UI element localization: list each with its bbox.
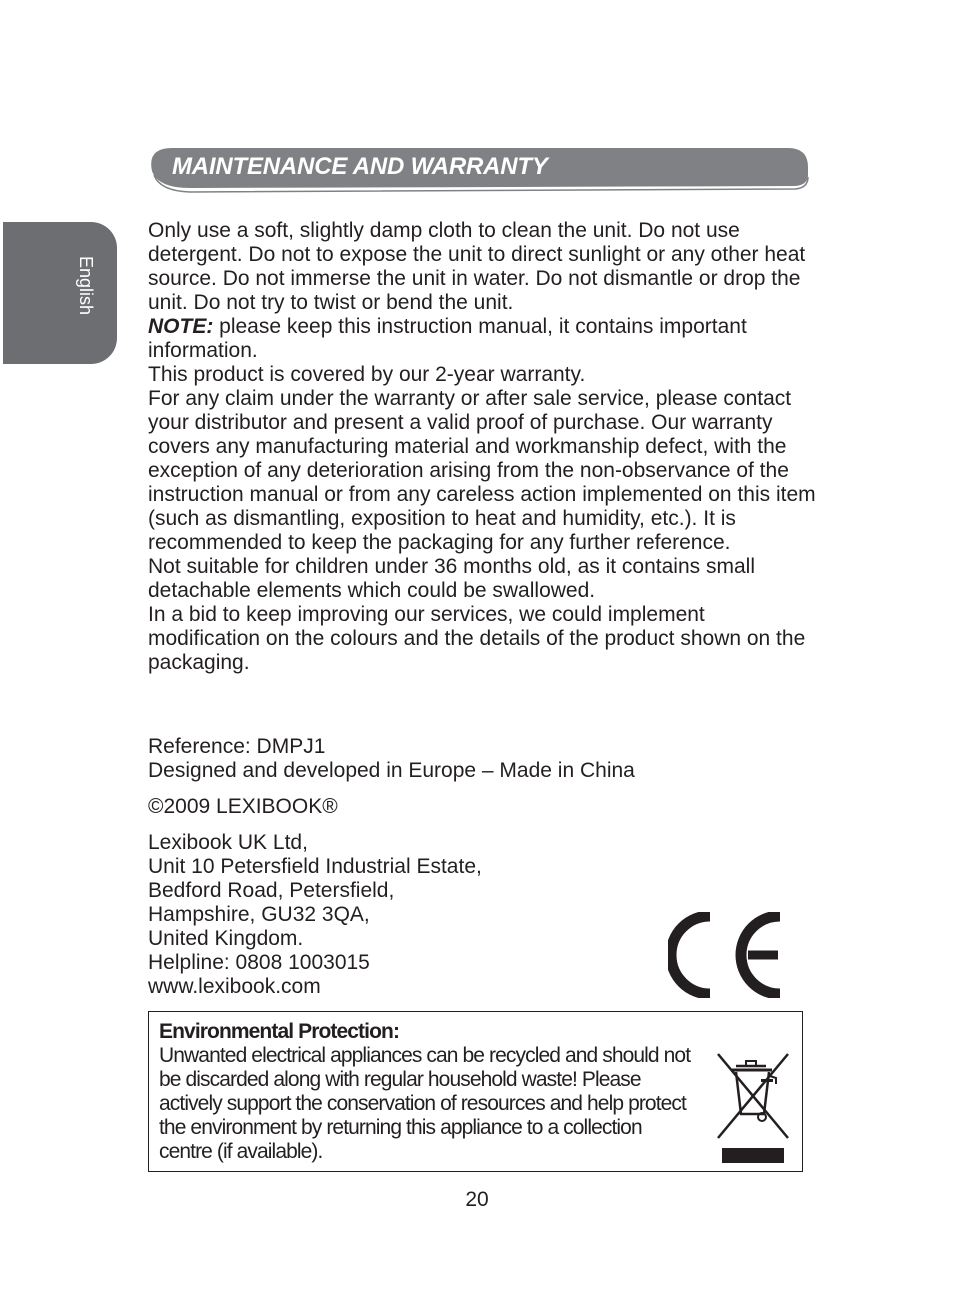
safety-paragraph: Not suitable for children under 36 months old, as it contains small detachable elements which could be swallowed. <box>148 555 755 602</box>
environmental-text <box>159 1020 699 1164</box>
environmental-body: Unwanted electrical appliances can be recycled and should not be discarded along with regular household waste! Please actively support the conservation of resources and help protect the environment by returning this appliance to a collection centre (if available). <box>159 1044 691 1163</box>
section-header <box>150 147 810 195</box>
environmental-title: Environmental Protection: <box>159 1020 400 1043</box>
note-text: please keep this instruction manual, it contains important information. <box>148 315 747 362</box>
address-line-2: Bedford Road, Petersfield, <box>148 879 395 902</box>
warranty-line: This product is covered by our 2-year warranty. <box>148 363 586 386</box>
page-number: 20 <box>465 1188 489 1211</box>
note-label: NOTE: <box>148 315 214 338</box>
reference-line: Reference: DMPJ1 <box>148 735 326 758</box>
address-line-1: Unit 10 Petersfield Industrial Estate, <box>148 855 482 878</box>
modification-paragraph: In a bid to keep improving our services, we could implement modification on the colours and the details of the product shown on the packaging. <box>148 603 806 674</box>
warranty-paragraph: For any claim under the warranty or after sale service, please contact your distributor and present a valid proof of purchase. Our warranty covers any manufacturing material and workmanship defect, with the exception of any deterioration arising from the non-observance of the instruction manual or from any careless action implemented on this item (such as dismantling, exposition to heat and humidity, etc.). It is recommended to keep the packaging for any further reference. <box>148 387 816 554</box>
address-line-4: United Kingdom. <box>148 927 304 950</box>
address-block <box>148 831 482 999</box>
origin-line: Designed and developed in Europe – Made in China <box>148 759 635 782</box>
maintenance-text <box>148 219 818 675</box>
reference-block <box>148 735 635 783</box>
crossed-out-wheelie-bin-icon <box>714 1052 794 1167</box>
environmental-protection-box <box>148 1011 803 1172</box>
address-line-3: Hampshire, GU32 3QA, <box>148 903 370 926</box>
website-link[interactable]: www.lexibook.com <box>148 975 321 998</box>
language-tab-label: English <box>76 256 96 316</box>
note-paragraph <box>148 315 818 363</box>
language-tab <box>3 222 117 364</box>
cleaning-paragraph: Only use a soft, slightly damp cloth to clean the unit. Do not use detergent. Do not to expose the unit to direct sunlight or any other heat source. Do not immerse the unit in water. Do not dismantle or drop the unit. Do not try to twist or bend the unit. <box>148 219 806 314</box>
helpline: Helpline: 0808 1003015 <box>148 951 370 974</box>
copyright-line: ©2009 LEXIBOOK® <box>148 795 338 818</box>
page-title: MAINTENANCE AND WARRANTY <box>172 153 548 180</box>
ce-mark-icon <box>668 912 788 998</box>
company-name: Lexibook UK Ltd, <box>148 831 308 854</box>
